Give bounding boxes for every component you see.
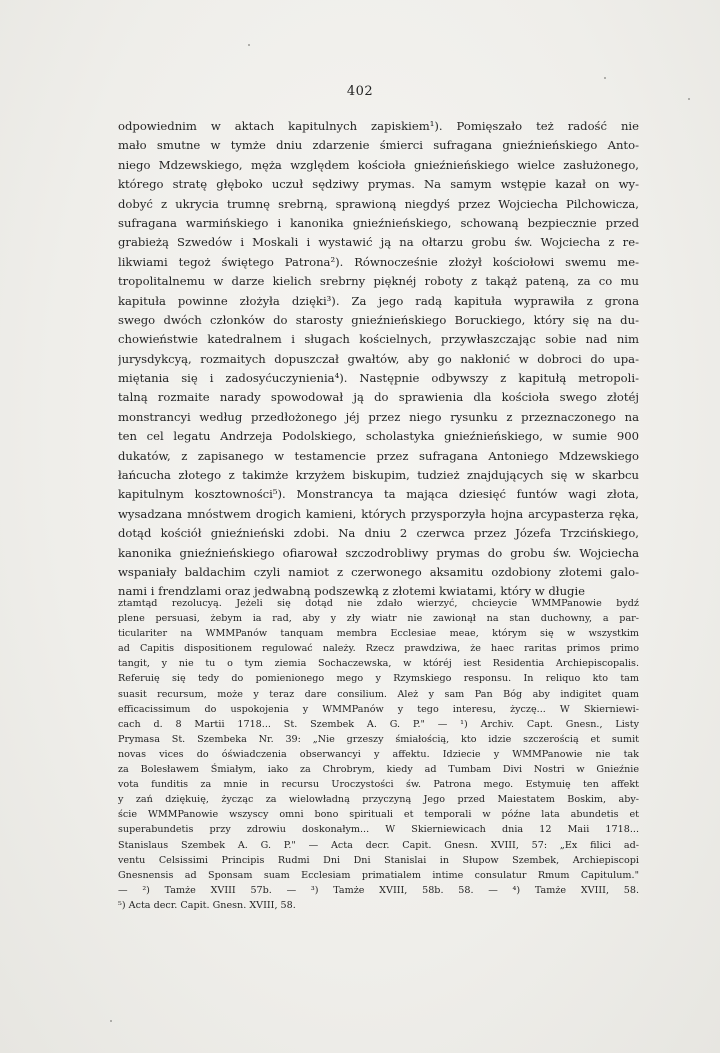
text-line: odpowiednim w aktach kapitulnych zapiskiem¹). Pomięszało też radość nie	[118, 119, 639, 133]
text-line: swego dwóch członków do starosty gnieźnieńskiego Boruckiego, który się na du-	[118, 312, 639, 327]
text-line: wysadzana mnóstwem drogich kamieni, których przysporzyła hojna arcypasterza ręka,	[118, 506, 639, 521]
scan-speck	[604, 77, 606, 79]
text-line: dukatów, z zapisanego w testamencie przez sufragana Antoniego Mdzewskiego	[118, 448, 639, 463]
text-line: likwiami tegoż świętego Patrona²). Równocześnie złożył kościołowi swemu me-	[118, 254, 639, 269]
text-line: jurysdykcyą, rozmaitych dopuszczał gwałtów, aby go nakłonić w dobroci do upa-	[118, 351, 639, 366]
text-line: kanonika gnieźnieńskiego ofiarował szczodrobliwy prymas do grobu św. Wojciecha	[118, 545, 639, 560]
text-line: chowieństwie katedralnem i sługach kościelnych, przywłaszczając sobie nad nim	[118, 332, 639, 347]
footnote-line: ście WMMPanowie wszyscy omni bono spirituali et temporali w późne lata abundetis et	[118, 809, 639, 821]
footnote-line: efficacissimum do uspokojenia y WMMPanów y tego interesu, życzę... W Skierniewi-	[118, 703, 639, 715]
scan-speck	[688, 98, 690, 100]
text-line: tropolitalnemu w darze kielich srebrny pięknéj roboty z takąż pateną, za co mu	[118, 274, 639, 289]
footnote-line: Gnesnensis ad Sponsam suam Ecclesiam primatialem intime consulatur Rmum Capitulum."	[118, 869, 639, 881]
footnote-line: superabundetis przy zdrowiu doskonałym... W Skierniewicach dnia 12 Maii 1718...	[118, 824, 639, 836]
text-line: łańcucha złotego z takimże krzyżem biskupim, tudzież znajdujących się w skarbcu	[118, 468, 639, 483]
text-line: talną rozmaite narady spowodował ją do sprawienia dla kościoła swego złotéj	[118, 390, 639, 405]
footnotes	[118, 596, 639, 913]
footnote-line: Prymasa St. Szembeka Nr. 39: „Nie grzeszy śmiałością, kto idzie szczerością et sumit	[118, 733, 639, 745]
footnote-line: plene persuasi, żebym ia rad, aby y zły wiatr nie zawionął na stan duchowny, a par-	[118, 613, 639, 625]
footnote-line: ztamtąd rezolucyą. Jeżeli się dotąd nie zdało wierzyć, chcieycie WMMPanowie bydź	[118, 598, 639, 609]
footnote-line: y zań dziękuię, życząc za wielowładną przyczyną Jego przed Maiestatem Boskim, aby-	[118, 794, 639, 806]
footnote-line: suasit recursum, może y teraz dare consilium. Ależ y sam Pan Bóg aby indigitet quam	[118, 688, 639, 700]
scan-speck	[110, 1020, 112, 1022]
footnote-line: vota funditis za mnie in recursu Uroczystości św. Patrona mego. Estymuię ten affekt	[118, 779, 639, 791]
page-number: 402	[346, 84, 374, 99]
text-line: wspaniały baldachim czyli namiot z czerwonego aksamitu ozdobiony złotemi galo-	[118, 564, 639, 579]
text-line: nami i frendzlami oraz jedwabną podszewką z złotemi kwiatami, który w długie	[118, 584, 586, 599]
text-line: niego Mdzewskiego, męża względem kościoła gnieźnieńskiego wielce zasłużonego,	[118, 157, 639, 172]
text-line: którego stratę głęboko uczuł sędziwy prymas. Na samym wstępie kazał on wy-	[118, 177, 639, 192]
footnote-line: Referuię się tedy do pomienionego mego y Rzymskiego responsu. In reliquo kto tam	[118, 673, 639, 685]
footnote-line: Stanislaus Szembek A. G. P." — Acta decr. Capit. Gnesn. XVIII, 57: „Ex filici ad-	[118, 839, 639, 851]
text-line: dobyć z ukrycia trumnę srebrną, sprawioną niegdyś przez Wojciecha Pilchowicza,	[118, 196, 639, 211]
footnote-line: ad Capitis dispositionem regulować należy. Rzecz prawdziwa, że haec raritas primos primo	[118, 643, 639, 655]
text-line: kapitulnym kosztowności⁵). Monstrancya ta mająca dziesięć funtów wagi złota,	[118, 487, 639, 502]
footnote-line: cach d. 8 Martii 1718... St. Szembek A. G. P." — ¹) Archiv. Capt. Gnesn., Listy	[118, 718, 639, 730]
text-line: ten cel legatu Andrzeja Podolskiego, scholastyka gnieźnieńskiego, w sumie 900	[118, 429, 639, 444]
footnote-line: — ²) Tamże XVIII 57b. — ³) Tamże XVIII, 58b. 58. — ⁴) Tamże XVIII, 58.	[118, 884, 639, 896]
text-line: grabieżą Szwedów i Moskali i wystawić ją na ołtarzu grobu św. Wojciecha z re-	[118, 235, 639, 250]
scan-speck	[248, 44, 250, 46]
footnote-line: za Bolesławem Śmiałym, iako za Chrobrym, kiedy ad Tumbam Divi Nostri w Gnieźnie	[118, 764, 639, 776]
footnote-line: tangit, y nie tu o tym ziemia Sochaczewska, w któréj iest Residentia Archiepiscopalis.	[118, 658, 639, 670]
text-line: mało smutne w tymże dniu zdarzenie śmierci sufragana gnieźnieńskiego Anto-	[118, 138, 639, 153]
footnote-line: ticulariter na WMMPanów tanquam membra Ecclesiae meae, którym się w wszystkim	[118, 628, 639, 640]
footnote-line: ventu Celsissimi Principis Rudmi Dni Dni Stanislai in Słupow Szembek, Archiepiscopi	[118, 854, 639, 866]
footnote-line: ⁵) Acta decr. Capit. Gnesn. XVIII, 58.	[118, 899, 296, 911]
text-line: sufragana warmińskiego i kanonika gnieźnieńskiego, schowaną bezpiecznie przed	[118, 215, 639, 230]
text-line: monstrancyi według przedłożonego jéj przez niego rysunku z przeznaczonego na	[118, 409, 639, 424]
text-line: miętania się i zadosyćuczynienia⁴). Następnie odbywszy z kapitułą metropoli-	[118, 371, 639, 386]
text-line: dotąd kościół gnieźnieński zdobi. Na dniu 2 czerwca przez Józefa Trzcińskiego,	[118, 526, 639, 541]
footnote-line: novas vices do óświadczenia obserwancyi y affektu. Idziecie y WMMPanowie nie tak	[118, 748, 639, 760]
text-line: kapituła powinne złożyła dzięki³). Za jego radą kapituła wyprawiła z grona	[118, 293, 639, 308]
main-text	[118, 117, 639, 602]
